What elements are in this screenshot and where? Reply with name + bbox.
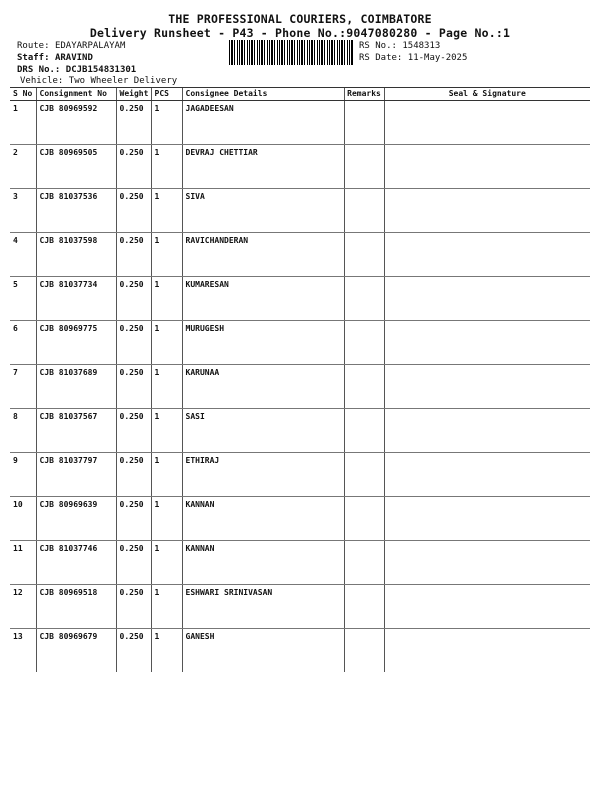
cell-sno: 12 [10, 585, 36, 629]
table-row [10, 629, 590, 673]
cell-pcs: 1 [151, 101, 182, 145]
rs-date-label: RS Date: [359, 53, 403, 63]
table-body [10, 101, 590, 673]
cell-pcs: 1 [151, 189, 182, 233]
table-row [10, 233, 590, 277]
cell-consignment-no: CJB 81037598 [36, 233, 116, 277]
cell-signature [384, 585, 590, 629]
delivery-table [10, 87, 590, 672]
cell-remarks [344, 541, 384, 585]
cell-consignee: KARUNAA [182, 365, 344, 409]
cell-pcs: 1 [151, 321, 182, 365]
cell-remarks [344, 233, 384, 277]
cell-consignee: KANNAN [182, 497, 344, 541]
cell-sno: 11 [10, 541, 36, 585]
cell-consignment-no: CJB 81037797 [36, 453, 116, 497]
cell-consignment-no: CJB 81037536 [36, 189, 116, 233]
cell-remarks [344, 453, 384, 497]
cell-remarks [344, 189, 384, 233]
cell-consignee: ESHWARI SRINIVASAN [182, 585, 344, 629]
cell-remarks [344, 497, 384, 541]
cell-remarks [344, 629, 384, 673]
cell-consignment-no: CJB 80969518 [36, 585, 116, 629]
cell-pcs: 1 [151, 541, 182, 585]
cell-sno: 10 [10, 497, 36, 541]
cell-signature [384, 277, 590, 321]
table-row [10, 101, 590, 145]
barcode [229, 40, 353, 65]
cell-consignee: SASI [182, 409, 344, 453]
drs-label: DRS No.: [17, 65, 61, 75]
runsheet-title: Delivery Runsheet - P43 - Phone No.:9047080280 - Page No.:1 [89, 26, 511, 40]
vehicle-label: Vehicle: [20, 76, 64, 86]
cell-weight: 0.250 [116, 585, 151, 629]
cell-sno: 1 [10, 101, 36, 145]
cell-remarks [344, 321, 384, 365]
cell-pcs: 1 [151, 409, 182, 453]
cell-weight: 0.250 [116, 321, 151, 365]
cell-consignee: MURUGESH [182, 321, 344, 365]
staff-line [17, 52, 93, 64]
cell-remarks [344, 145, 384, 189]
cell-consignment-no: CJB 80969639 [36, 497, 116, 541]
route-label: Route: [17, 41, 50, 51]
staff-label: Staff: [17, 53, 50, 63]
cell-weight: 0.250 [116, 233, 151, 277]
cell-sno: 3 [10, 189, 36, 233]
cell-weight: 0.250 [116, 277, 151, 321]
cell-sno: 5 [10, 277, 36, 321]
cell-weight: 0.250 [116, 497, 151, 541]
cell-weight: 0.250 [116, 629, 151, 673]
table-row [10, 585, 590, 629]
cell-consignee: RAVICHANDERAN [182, 233, 344, 277]
table-row [10, 145, 590, 189]
cell-consignee: KUMARESAN [182, 277, 344, 321]
col-header-signature: Seal & Signature [384, 88, 590, 101]
cell-weight: 0.250 [116, 541, 151, 585]
cell-signature [384, 497, 590, 541]
cell-weight: 0.250 [116, 101, 151, 145]
cell-signature [384, 145, 590, 189]
cell-signature [384, 365, 590, 409]
cell-pcs: 1 [151, 629, 182, 673]
table-header-row [10, 88, 590, 101]
cell-sno: 9 [10, 453, 36, 497]
cell-consignee: SIVA [182, 189, 344, 233]
vehicle-value: Two Wheeler Delivery [68, 76, 178, 86]
route-line [17, 40, 125, 52]
rs-no-label: RS No.: [359, 41, 397, 51]
cell-sno: 4 [10, 233, 36, 277]
cell-pcs: 1 [151, 145, 182, 189]
col-header-remarks: Remarks [344, 88, 384, 101]
cell-consignment-no: CJB 81037567 [36, 409, 116, 453]
table-row [10, 365, 590, 409]
cell-signature [384, 409, 590, 453]
cell-sno: 7 [10, 365, 36, 409]
staff-value: ARAVIND [54, 53, 93, 63]
cell-consignment-no: CJB 81037734 [36, 277, 116, 321]
company-name: THE PROFESSIONAL COURIERS, COIMBATORE [168, 12, 432, 26]
cell-signature [384, 101, 590, 145]
cell-consignment-no: CJB 81037689 [36, 365, 116, 409]
cell-consignee: ETHIRAJ [182, 453, 344, 497]
rs-date-value: 11-May-2025 [407, 53, 468, 63]
cell-consignment-no: CJB 80969775 [36, 321, 116, 365]
cell-remarks [344, 101, 384, 145]
rs-no-value: 1548313 [402, 41, 441, 51]
cell-weight: 0.250 [116, 409, 151, 453]
col-header-consignee: Consignee Details [182, 88, 344, 101]
cell-remarks [344, 409, 384, 453]
cell-consignee: GANESH [182, 629, 344, 673]
cell-pcs: 1 [151, 277, 182, 321]
table-row [10, 277, 590, 321]
rs-no-line [359, 40, 440, 52]
cell-signature [384, 541, 590, 585]
col-header-consignment: Consignment No [36, 88, 116, 101]
table-row [10, 541, 590, 585]
table-row [10, 409, 590, 453]
cell-weight: 0.250 [116, 365, 151, 409]
cell-pcs: 1 [151, 453, 182, 497]
col-header-pcs: PCS [151, 88, 182, 101]
cell-consignee: KANNAN [182, 541, 344, 585]
drs-value: DCJB154831301 [65, 65, 137, 75]
cell-consignment-no: CJB 81037746 [36, 541, 116, 585]
cell-consignment-no: CJB 80969679 [36, 629, 116, 673]
cell-sno: 13 [13, 632, 23, 641]
col-header-weight: Weight [116, 88, 151, 101]
cell-pcs: 1 [151, 233, 182, 277]
cell-sno: 6 [10, 321, 36, 365]
cell-remarks [344, 365, 384, 409]
table-row [10, 497, 590, 541]
cell-pcs: 1 [151, 497, 182, 541]
cell-pcs: 1 [151, 585, 182, 629]
cell-weight: 0.250 [116, 453, 151, 497]
cell-consignment-no: CJB 80969592 [36, 101, 116, 145]
cell-consignee: DEVRAJ CHETTIAR [182, 145, 344, 189]
cell-weight: 0.250 [116, 189, 151, 233]
cell-pcs: 1 [151, 365, 182, 409]
vehicle-line [20, 75, 177, 87]
col-header-sno: S No [10, 88, 36, 101]
cell-weight: 0.250 [116, 145, 151, 189]
table-row [10, 453, 590, 497]
route-value: EDAYARPALAYAM [54, 41, 126, 51]
cell-signature [384, 629, 590, 673]
cell-sno: 2 [10, 145, 36, 189]
cell-signature [384, 233, 590, 277]
cell-signature [384, 189, 590, 233]
cell-consignee: JAGADEESAN [182, 101, 344, 145]
cell-remarks [344, 277, 384, 321]
cell-remarks [344, 585, 384, 629]
cell-consignment-no: CJB 80969505 [36, 145, 116, 189]
table-row [10, 189, 590, 233]
cell-sno: 8 [10, 409, 36, 453]
table-row [10, 321, 590, 365]
cell-signature [384, 453, 590, 497]
rs-date-line [359, 52, 467, 64]
cell-signature [384, 321, 590, 365]
